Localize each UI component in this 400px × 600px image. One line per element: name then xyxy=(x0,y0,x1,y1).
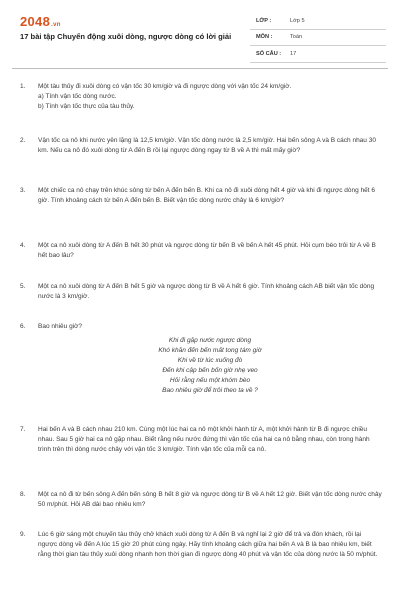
meta-table xyxy=(250,13,386,63)
poem-line: Khi đi gặp nước ngược dòng xyxy=(168,337,252,344)
question-number: 7. xyxy=(20,426,26,433)
question-6 xyxy=(20,322,382,396)
question-text: a) Tính vận tốc dòng nước. xyxy=(38,93,117,100)
site-logo[interactable] xyxy=(20,14,61,29)
poem-line: Khi về từ lúc xuống đò xyxy=(177,357,243,364)
meta-row-class xyxy=(250,13,386,30)
poem-line: Khó khăn đến bến mất tong tám giờ xyxy=(158,347,262,354)
poem-line: Bao nhiêu giờ để trôi theo ta về ? xyxy=(162,387,258,394)
question-text: Một ca nô đi từ bến sông A đến bến sông B hết 8 giờ và ngược dòng từ B về A hết 12 giờ. Biết vận tốc dòng nước chảy 50 m/phút. Hỏi AB dài bao nhiêu km? xyxy=(38,491,382,508)
meta-row-count xyxy=(250,46,386,63)
meta-key: LỚP : xyxy=(256,17,272,24)
meta-value: 17 xyxy=(290,50,297,57)
meta-value: Toán xyxy=(290,34,303,41)
question-4 xyxy=(20,241,382,261)
question-number: 1. xyxy=(20,83,26,90)
logo-suffix: .vn xyxy=(51,22,61,28)
question-7 xyxy=(20,425,382,455)
question-9 xyxy=(20,530,382,560)
question-text: Lúc 6 giờ sáng một chuyến tàu thủy chở khách xuôi dòng từ A đến B và nghỉ lại 2 giờ để trả và đón khách, rồi lại ngược dòng về đến A lúc 15 giờ 20 phút cùng ngày. Hãy tính khoảng cách giữa hai bến A và B là bao nhiêu km, biết rằng thời gian tàu thủy xuôi dòng nhanh hơn thời gian đi ngược dòng 40 phút và vận tốc của dòng nước là 50 m/phút. xyxy=(38,531,378,558)
question-3 xyxy=(20,186,382,206)
question-number: 3. xyxy=(20,187,26,194)
question-text: Hai bến A và B cách nhau 210 km. Cùng một lúc hai ca nô một khởi hành từ A, một khởi hành từ B đi ngược chiều nhau. Sau 5 giờ hai ca nô gặp nhau. Biết rằng nếu nước đứng thì vận tốc của hai ca nô bằng nhau, còn trong hành trình trên thì dòng nước chảy với vận tốc 3 km/giờ. Tính vận tốc của mỗi ca nô. xyxy=(38,426,370,453)
question-number: 9. xyxy=(20,531,26,538)
question-text: b) Tính vận tốc thực của tàu thủy. xyxy=(38,103,135,110)
question-text: Một ca nô xuôi dòng từ A đến B hết 5 giờ và ngược dòng từ B về A hết 6 giờ. Tính khoảng cách AB biết vận tốc dòng nước là 3 km/giờ. xyxy=(38,283,375,300)
question-number: 6. xyxy=(20,323,26,330)
question-text: Vận tốc ca nô khi nước yên lặng là 12,5 km/giờ. Vận tốc dòng nước là 2,5 km/giờ. Hai bến sông A và B cách nhau 30 km. Nếu ca nô đó xuôi dòng từ A đến B rồi lại ngược dòng ngay từ B về A thì mất mấy giờ? xyxy=(38,137,376,154)
poem xyxy=(38,336,382,396)
poem-line: Hỏi rằng nếu một khóm bèo xyxy=(169,377,251,384)
question-1 xyxy=(20,82,382,112)
meta-key: MÔN : xyxy=(256,34,273,41)
meta-key: SỐ CÂU : xyxy=(256,50,282,57)
meta-value: Lớp 5 xyxy=(290,17,305,24)
question-text: Một chiếc ca nô chạy trên khúc sông từ bến A đến bến B. Khi ca nô đi xuôi dòng hết 4 giờ và khi đi ngược dòng hết 6 giờ. Tính khoảng cách từ bến A đến bến B. Biết vận tốc dòng nước chảy là 6 km/giờ? xyxy=(38,187,376,204)
meta-row-subject xyxy=(250,30,386,47)
header-divider xyxy=(12,68,388,69)
question-text: Bao nhiêu giờ? xyxy=(38,323,83,330)
poem-line: Đến khi cập bến bốn giờ nhẹ veo xyxy=(162,367,258,374)
question-5 xyxy=(20,282,382,302)
question-number: 8. xyxy=(20,491,26,498)
document-title: 17 bài tập Chuyển động xuôi dòng, ngược dòng có lời giải xyxy=(20,32,232,41)
question-2 xyxy=(20,136,382,156)
question-number: 4. xyxy=(20,242,26,249)
question-8 xyxy=(20,490,382,510)
question-number: 5. xyxy=(20,283,26,290)
question-number: 2. xyxy=(20,137,26,144)
question-text: Một tàu thủy đi xuôi dòng có vận tốc 30 km/giờ và đi ngược dòng với vận tốc 24 km/giờ. xyxy=(38,83,292,90)
question-text: Một ca nô xuôi dòng từ A đến B hết 30 phút và ngược dòng từ bến B về bến A hết 45 phút. Hỏi cụm bèo trôi từ A về B hết bao lâu? xyxy=(38,242,376,259)
logo-text: 2048 xyxy=(20,14,51,29)
